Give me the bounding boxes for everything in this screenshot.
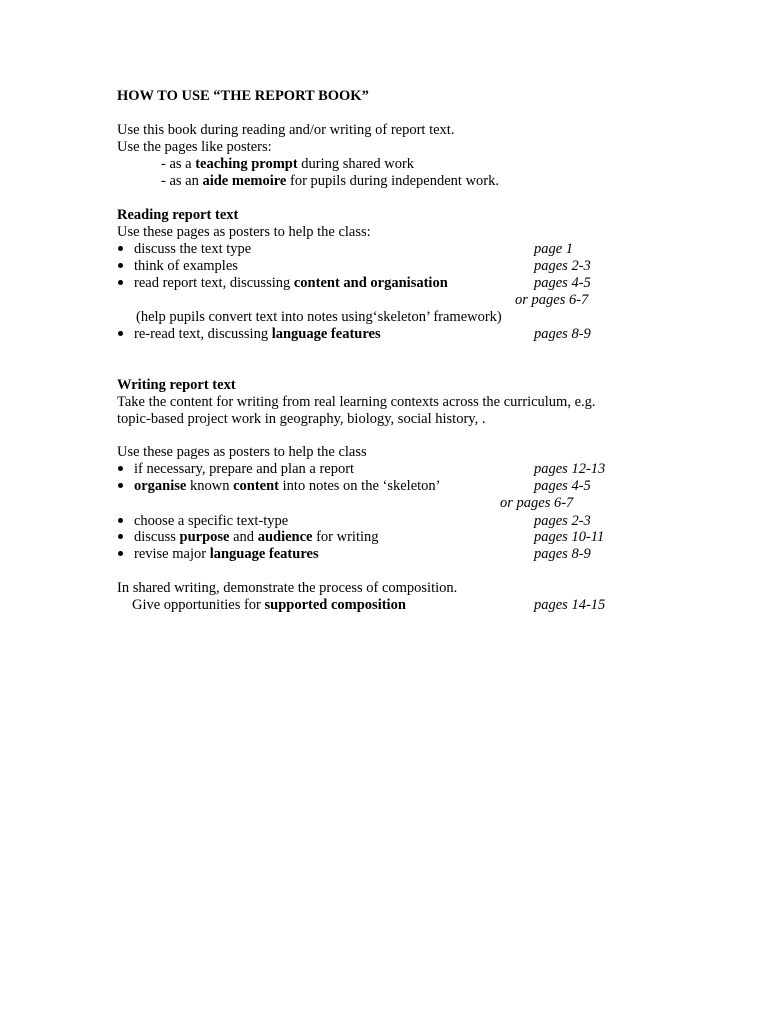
writing-item-3: choose a specific text-type: [134, 513, 289, 529]
reading-item-2: think of examples: [134, 258, 238, 274]
writing-item-5-page: pages 8-9: [534, 546, 591, 562]
reading-item-4: re-read text, discussing language features: [134, 326, 381, 342]
writing-item-1-page: pages 12-13: [534, 461, 606, 477]
writing-item-1: if necessary, prepare and plan a report: [134, 461, 355, 477]
writing-item-2: organise known content into notes on the ‘skeleton’: [134, 478, 441, 494]
bullet-icon: [117, 275, 127, 292]
reading-item-4-page: pages 8-9: [534, 326, 591, 342]
writing-item-5: revise major language features: [134, 546, 319, 562]
reading-item-3-page: pages 4-5: [534, 275, 591, 291]
bullet-icon: [117, 478, 127, 495]
reading-heading: Reading report text: [117, 207, 239, 223]
reading-item-3-alt-page: or pages 6-7: [515, 292, 589, 308]
shared-line-2: Give opportunities for supported composition: [132, 597, 406, 613]
writing-para-line-1: Take the content for writing from real learning contexts across the curriculum, e.g.: [117, 394, 596, 410]
reading-note: (help pupils convert text into notes using‘skeleton’ framework): [136, 309, 502, 325]
writing-item-3-page: pages 2-3: [534, 513, 591, 529]
writing-item-4-page: pages 10-11: [534, 529, 605, 545]
intro-item-1: - as a teaching prompt during shared work: [161, 156, 415, 172]
intro-line-1: Use this book during reading and/or writing of report text.: [117, 122, 455, 138]
reading-item-3: read report text, discussing content and organisation: [134, 275, 448, 291]
bullet-icon: [117, 529, 127, 546]
writing-heading: Writing report text: [117, 377, 236, 393]
intro-line-2: Use the pages like posters:: [117, 139, 272, 155]
reading-item-1: discuss the text type: [134, 241, 252, 257]
bullet-icon: [117, 326, 127, 343]
reading-lead: Use these pages as posters to help the class:: [117, 224, 371, 240]
bullet-icon: [117, 241, 127, 258]
writing-para-line-2: topic-based project work in geography, biology, social history, .: [117, 411, 486, 427]
reading-item-1-page: page 1: [534, 241, 574, 257]
bullet-icon: [117, 258, 127, 275]
bullet-icon: [117, 546, 127, 563]
writing-item-4: discuss purpose and audience for writing: [134, 529, 379, 545]
document-title: HOW TO USE “THE REPORT BOOK”: [117, 88, 369, 104]
writing-lead: Use these pages as posters to help the class: [117, 444, 367, 460]
writing-item-2-page: pages 4-5: [534, 478, 591, 494]
shared-line-1: In shared writing, demonstrate the process of composition.: [117, 580, 458, 596]
reading-item-2-page: pages 2-3: [534, 258, 591, 274]
bullet-icon: [117, 513, 127, 530]
intro-item-2: - as an aide memoire for pupils during independent work.: [161, 173, 499, 189]
shared-line-2-page: pages 14-15: [534, 597, 606, 613]
writing-item-2-alt-page: or pages 6-7: [500, 495, 574, 511]
bullet-icon: [117, 461, 127, 478]
